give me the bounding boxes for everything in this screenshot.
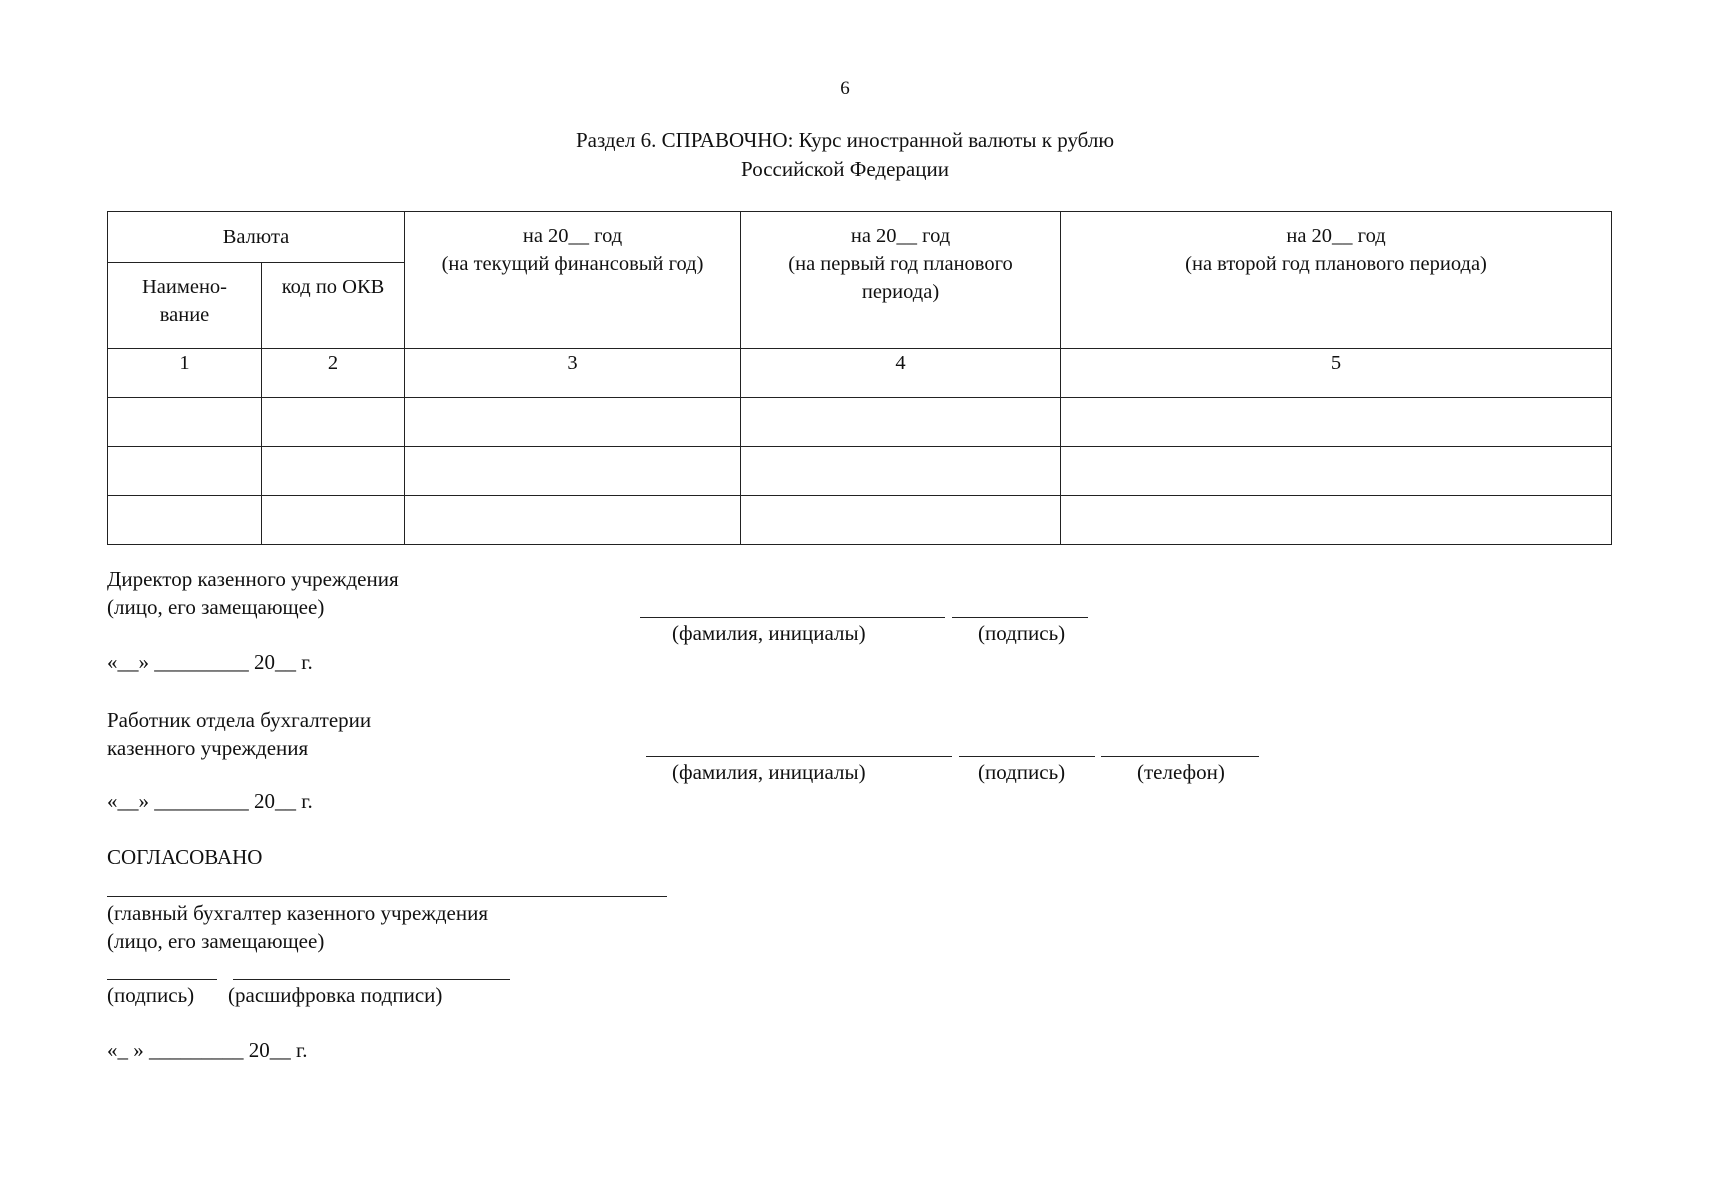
col5-desc: (на второй год планового периода) <box>1185 253 1487 275</box>
approval-caption <box>107 899 488 955</box>
table-cell[interactable] <box>108 398 262 447</box>
col-name-l1: Наимено- <box>142 276 227 298</box>
director-name-caption: (фамилия, инициалы) <box>672 621 866 645</box>
accountant-name-caption: (фамилия, инициалы) <box>672 760 866 784</box>
table-cell[interactable] <box>741 496 1061 545</box>
table-cell[interactable] <box>1061 398 1612 447</box>
col3-year: на 20__ год <box>522 225 623 247</box>
table-row <box>108 496 1612 545</box>
section-title <box>0 126 1690 184</box>
table-row <box>108 398 1612 447</box>
accountant-title <box>107 706 371 762</box>
approval-decode-line[interactable] <box>233 979 510 980</box>
director-sign-caption: (подпись) <box>978 621 1066 645</box>
table-cell[interactable] <box>1061 447 1612 496</box>
table-cell[interactable] <box>108 447 262 496</box>
col5-year: на 20__ год <box>1286 225 1386 247</box>
table-cell[interactable] <box>262 496 405 545</box>
director-title <box>107 565 399 621</box>
section-title-line2: Российской Федерации <box>741 157 949 181</box>
col3-desc: (на текущий финансовый год) <box>441 253 704 275</box>
accountant-sign-caption: (подпись) <box>978 760 1066 784</box>
col4-desc2: периода) <box>861 281 940 303</box>
col4-header <box>741 212 1061 349</box>
accountant-date: «__» _________ 20__ г. <box>107 789 313 813</box>
approval-date: «_ » _________ 20__ г. <box>107 1038 308 1062</box>
table-row <box>108 447 1612 496</box>
table-cell[interactable] <box>1061 496 1612 545</box>
col-number: 2 <box>262 349 405 398</box>
col5-header <box>1061 212 1612 349</box>
table-cell[interactable] <box>405 496 741 545</box>
currency-header: Валюта <box>108 212 405 263</box>
currency-rate-table <box>107 211 1612 545</box>
section-title-line1: Раздел 6. СПРАВОЧНО: Курс иностранной валюты к рублю <box>575 128 1115 152</box>
table-cell[interactable] <box>108 496 262 545</box>
accountant-line1: Работник отдела бухгалтерии <box>107 708 372 732</box>
col4-desc: (на первый год планового <box>788 253 1013 275</box>
approval-decode-caption: (расшифровка подписи) <box>228 983 443 1007</box>
table-cell[interactable] <box>262 398 405 447</box>
col-code-header: код по ОКВ <box>262 263 405 349</box>
col-name-l2: вание <box>159 304 210 326</box>
director-line2: (лицо, его замещающее) <box>107 595 325 619</box>
approval-line[interactable] <box>107 896 667 897</box>
col4-year: на 20__ год <box>850 225 951 247</box>
approval-heading: СОГЛАСОВАНО <box>107 845 263 869</box>
table-cell[interactable] <box>741 398 1061 447</box>
col-number: 4 <box>741 349 1061 398</box>
approval-sign-caption: (подпись) <box>107 983 195 1007</box>
page-number: 6 <box>840 78 850 99</box>
col-number: 5 <box>1061 349 1612 398</box>
approval-line2: (лицо, его замещающее) <box>107 929 325 953</box>
accountant-phone-caption: (телефон) <box>1137 760 1225 784</box>
table-cell[interactable] <box>405 447 741 496</box>
col-number: 3 <box>405 349 741 398</box>
accountant-line2: казенного учреждения <box>107 736 309 760</box>
approval-line1: (главный бухгалтер казенного учреждения <box>107 901 488 925</box>
director-name-line[interactable] <box>640 617 945 618</box>
table-cell[interactable] <box>741 447 1061 496</box>
col-number: 1 <box>108 349 262 398</box>
table-cell[interactable] <box>405 398 741 447</box>
accountant-sign-line[interactable] <box>959 756 1095 757</box>
approval-sign-line[interactable] <box>107 979 217 980</box>
director-line1: Директор казенного учреждения <box>107 567 399 591</box>
director-date: «__» _________ 20__ г. <box>107 650 313 674</box>
director-sign-line[interactable] <box>952 617 1088 618</box>
col3-header <box>405 212 741 349</box>
accountant-phone-line[interactable] <box>1101 756 1259 757</box>
col-name-header <box>108 263 262 349</box>
table-cell[interactable] <box>262 447 405 496</box>
accountant-name-line[interactable] <box>646 756 952 757</box>
